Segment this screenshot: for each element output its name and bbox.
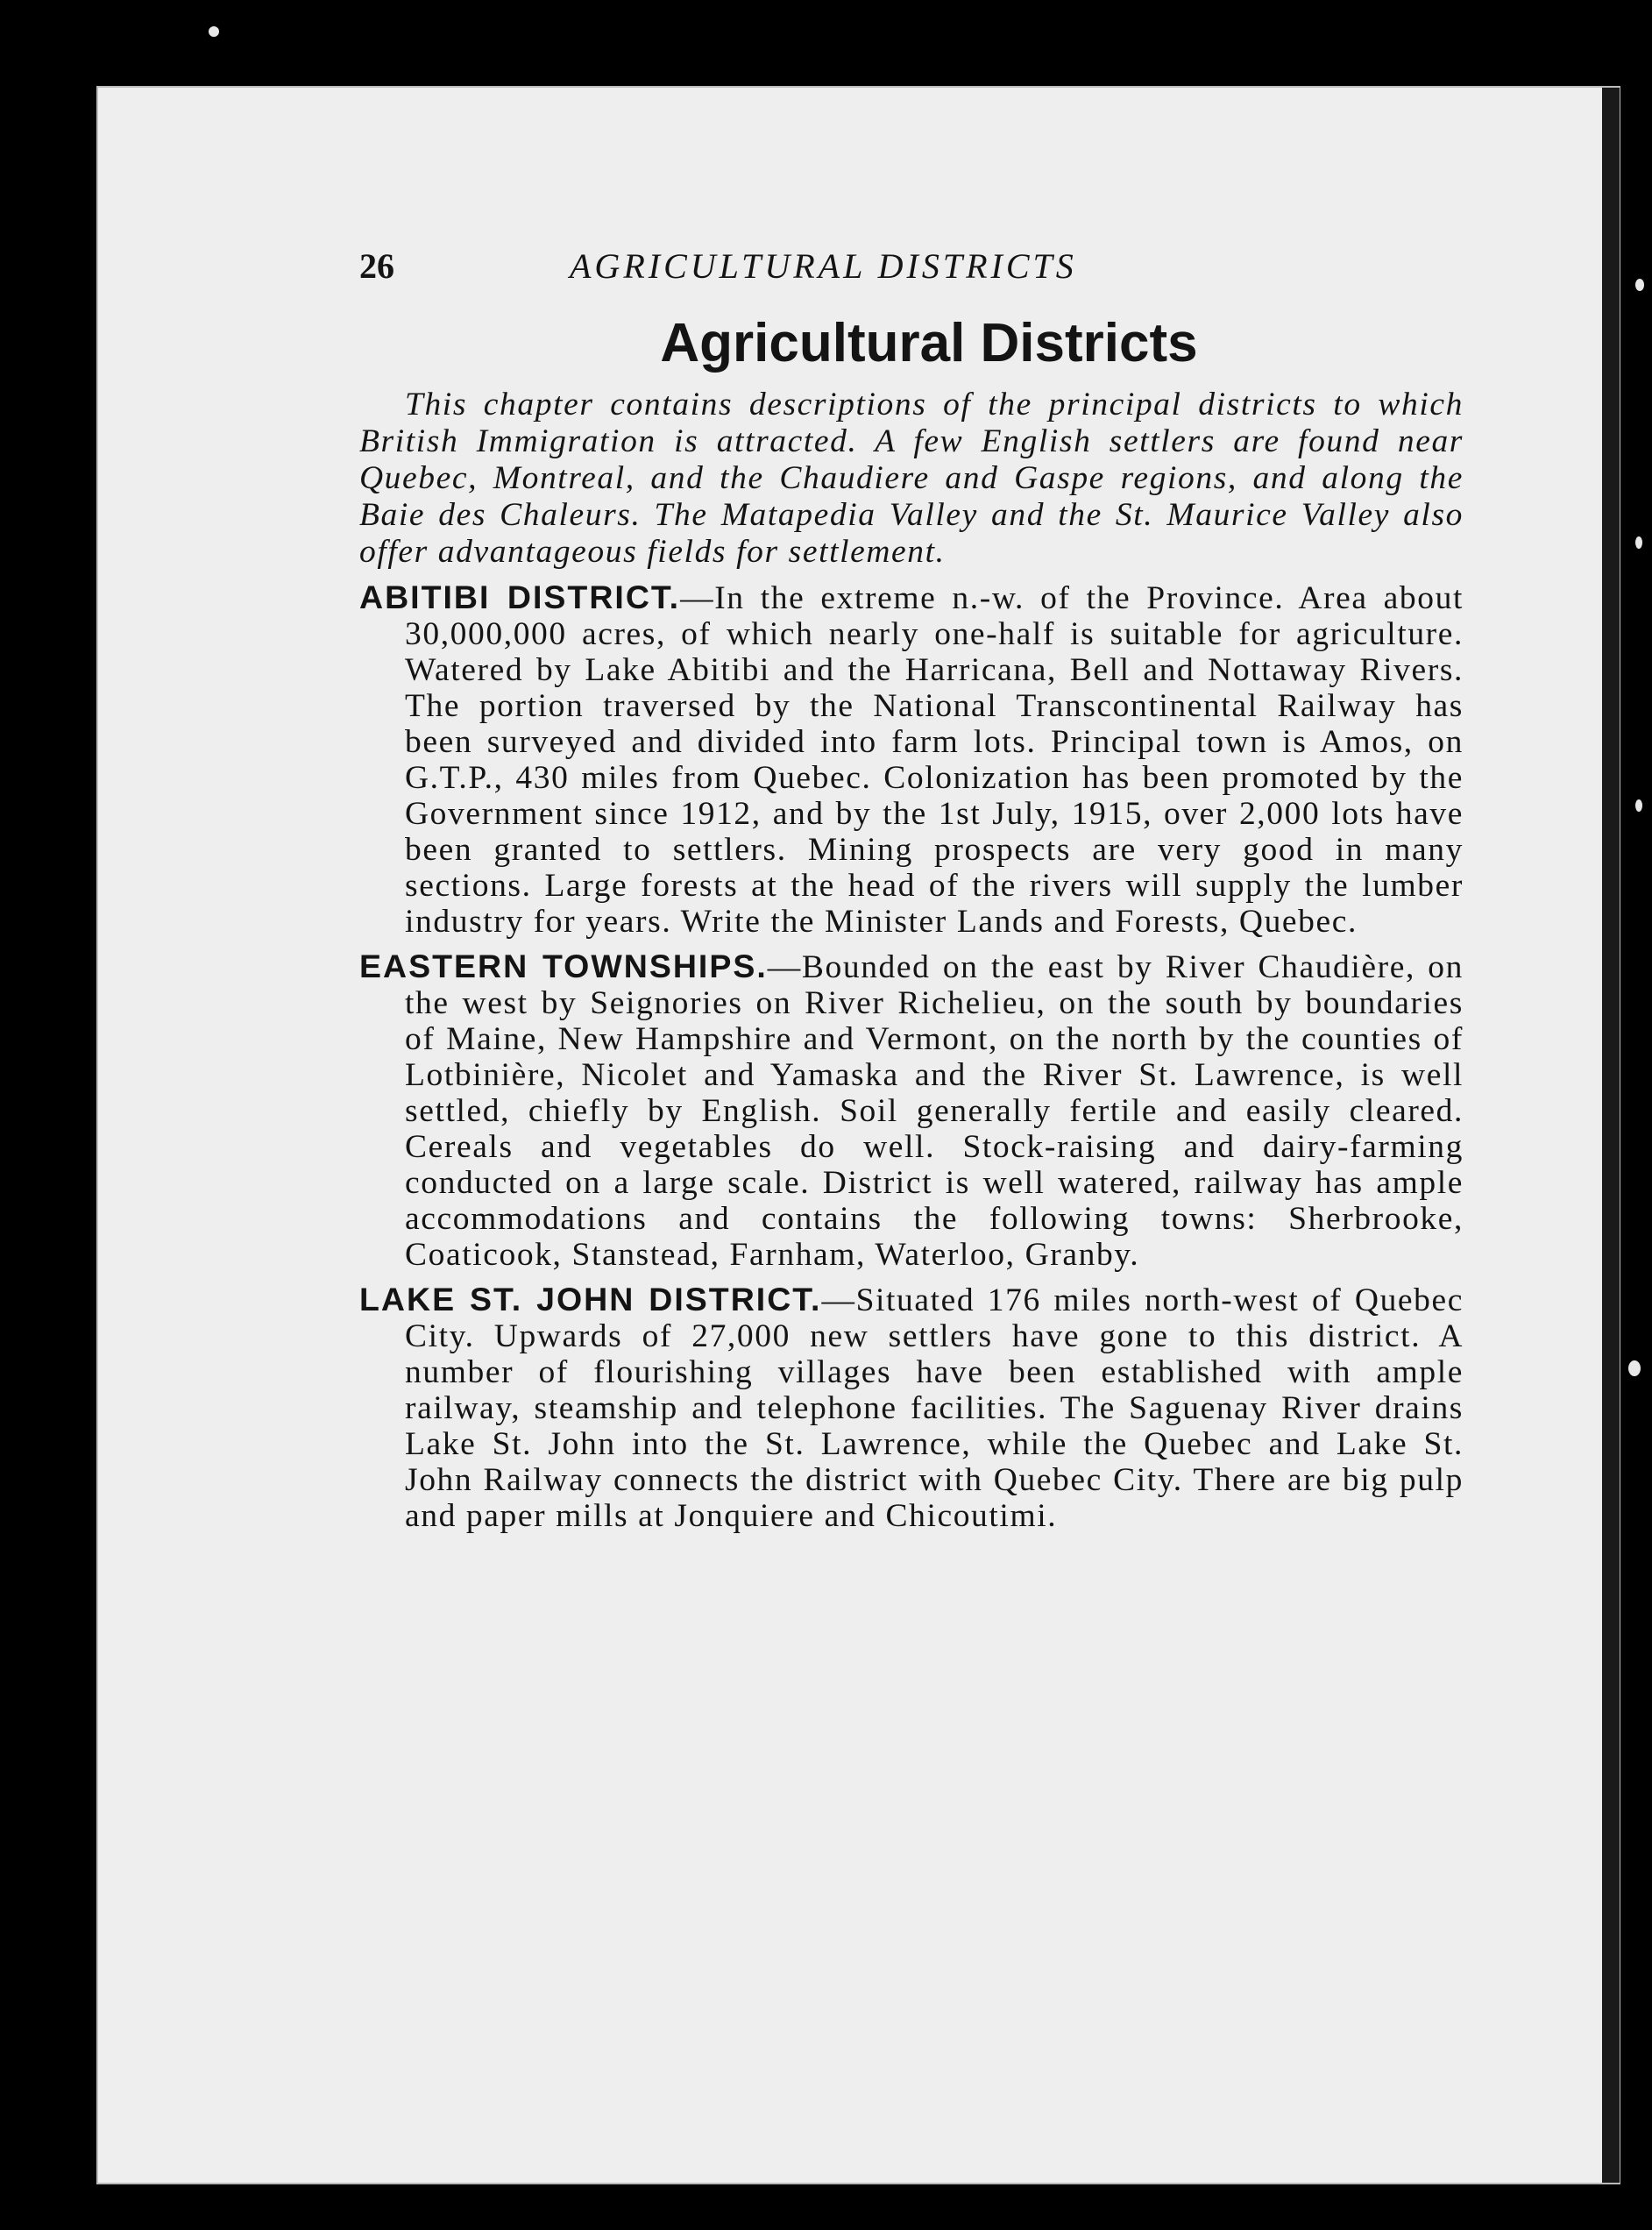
scan-speck (1635, 536, 1642, 549)
scan-speck (1635, 799, 1642, 812)
scan-speck (1635, 279, 1644, 291)
district-text: —In the extreme n.-w. of the Province. Area about 30,000,000 acres, of which nearly one-half is suitable for agriculture. Watered by Lake Abitibi and the Harricana, Bell and Nottaway Rivers. The portion traversed by the National Transcontinental Railway has been surveyed and divided into farm lots. Principal town is Amos, on G.T.P., 430 miles from Quebec. Colonization has been promoted by the Government since 1912, and by the 1st July, 1915, over 2,000 lots have been granted to settlers. Mining prospects are very good in many sections. Large forests at the head of the rivers will supply the lumber industry for years. Write the Minister Lands and Forests, Quebec. (405, 580, 1464, 940)
district-entry-eastern-townships (359, 948, 1464, 1273)
page-content (359, 245, 1464, 1534)
running-title: AGRICULTURAL DISTRICTS (570, 246, 1077, 286)
district-entry-lake-st-john (359, 1282, 1464, 1534)
scan-speck (209, 26, 219, 37)
district-text: —Situated 176 miles north-west of Quebec City. Upwards of 27,000 new settlers have gone to this district. A number of flourishing villages have been established with ample railway, steamship and telephone facilities. The Saguenay River drains Lake St. John into the St. Lawrence, while the Quebec and Lake St. John Railway connects the district with Quebec City. There are big pulp and paper mills at Jonquiere and Chicoutimi. (405, 1282, 1464, 1534)
district-text: —Bounded on the east by River Chaudière, on the west by Seignories on River Richelieu, on the south by boundaries of Maine, New Hampshire and Vermont, on the north by the counties of Lotbinière, Nicolet and Yamaska and the River St. Lawrence, is well settled, chiefly by English. Soil generally fertile and easily cleared. Cereals and vegetables do well. Stock-raising and dairy-farming conducted on a large scale. District is well watered, railway has ample accommodations and contains the following towns: Sherbrooke, Coaticook, Stanstead, Farnham, Waterloo, Granby. (405, 949, 1464, 1273)
page-edge (1602, 88, 1620, 2183)
district-heading: ABITIBI DISTRICT. (359, 579, 681, 615)
chapter-intro: This chapter contains descriptions of the principal districts to which British Immigration is attracted. A few English settlers are found near Quebec, Montreal, and the Chaudiere and Gaspe regions, and along the Baie des Chaleurs. The Matapedia Valley and the St. Maurice Valley also offer advantageous fields for settlement. (359, 387, 1464, 570)
page-number: 26 (359, 246, 394, 286)
running-head (359, 245, 1464, 298)
district-heading: LAKE ST. JOHN DISTRICT. (359, 1281, 822, 1317)
scan-speck (1628, 1360, 1641, 1376)
district-entry-abitibi (359, 579, 1464, 940)
chapter-title: Agricultural Districts (660, 313, 1198, 373)
district-heading: EASTERN TOWNSHIPS. (359, 948, 768, 984)
